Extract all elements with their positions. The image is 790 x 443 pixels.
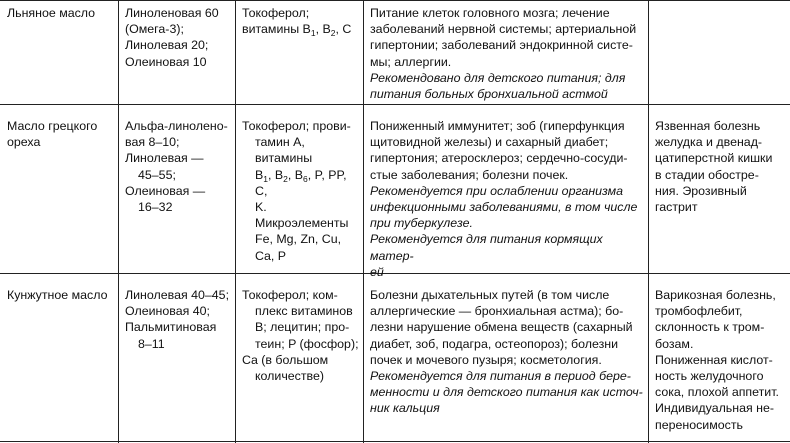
indications-cell [363, 5, 648, 102]
indication-line: гипертонии; заболеваний эндокринной систе- [370, 38, 633, 53]
contraindication-line: тромбофлебит, [655, 304, 743, 319]
fatty-acids-cell [118, 118, 235, 215]
vitamins-line [242, 231, 361, 247]
indication-line: гипертония; атеросклероз; сердечно-сосуди- [370, 151, 628, 166]
recommendation-line: Рекомендовано для детского питания; для [370, 70, 626, 85]
indication-line: щитовидной железы) и сахарный диабет; [370, 135, 609, 150]
vitamin-subscript: 6 [303, 173, 308, 184]
indications-cell [363, 287, 648, 417]
vitamins-fragment: Ca, P [255, 248, 286, 263]
vitamins-fragment: , P, PP, C, [255, 167, 347, 198]
recommendation-line: менности и для детского питания как источ- [370, 385, 643, 400]
recommendation-line: Рекомендуется при ослаблении организма [370, 183, 624, 198]
vitamins-fragment: Ca (в большом [242, 352, 329, 367]
vitamins-line [242, 352, 361, 368]
vitamins-line [242, 368, 361, 384]
indications-cell [363, 118, 648, 280]
contraindication-line: ность желудочного [655, 369, 764, 384]
vitamins-fragment: Токоферол; ком- [242, 288, 338, 302]
oil-name-cell [0, 118, 118, 150]
vitamin-subscript: 1 [263, 173, 268, 184]
contraindication-line: бозам. [655, 336, 694, 351]
vitamins-line [242, 118, 361, 134]
vitamin-subscript: 2 [283, 173, 288, 184]
fatty-acid-line: Пальмитиновая [125, 320, 217, 335]
contraindication-line: Индивидуальная не- [655, 401, 775, 416]
contraindication-line: ния. Эрозивный [655, 183, 747, 198]
contraindications-cell [648, 287, 790, 433]
contraindication-line: Пониженная кислот- [655, 352, 773, 367]
vitamins-line [242, 134, 361, 166]
vitamins-fragment: Fe, Mg, Zn, Cu, [255, 232, 342, 247]
vitamins-fragment: плекс витаминов [255, 304, 353, 319]
recommendation-line: Рекомендуется для питания в период бере- [370, 369, 631, 384]
recommendation-line: Рекомендуется для питания кормящих матер- [370, 232, 603, 263]
indication-line: аллергические — бронхиальная астма); бо- [370, 304, 624, 319]
oil-name-cell [0, 5, 118, 21]
fatty-acid-line: Линоленовая 60 [125, 6, 219, 20]
vitamins-fragment: B [255, 167, 264, 182]
vitamins-fragment: , C [335, 22, 352, 37]
vitamins-line [242, 287, 361, 303]
indication-line: заболеваний нервной системы; артериальной [370, 22, 637, 37]
contraindication-line: желудка и двенад- [655, 135, 763, 150]
indication-line: стые заболевания; болезни почек. [370, 167, 569, 182]
fatty-acid-line: Олеиновая — [125, 183, 206, 198]
vitamins-fragment: теин; P (фосфор); [255, 336, 359, 351]
contraindication-line: в стадии обостре- [655, 167, 759, 182]
indication-line: мы; аллергии. [370, 54, 452, 69]
vitamins-line [242, 5, 361, 21]
vitamins-fragment: тамин A, витамины [255, 135, 313, 166]
vitamins-line [242, 336, 361, 352]
recommendation-line: при туберкулезе. [370, 216, 473, 231]
fatty-acid-line: 8–11 [138, 336, 165, 351]
fatty-acids-cell [118, 5, 235, 70]
fatty-acid-line: Альфа-линолено- [125, 119, 228, 133]
recommendation-line: питания больных бронхиальной астмой [370, 87, 608, 102]
indication-line: почек и мочевого пузыря; косметология. [370, 352, 602, 367]
fatty-acid-line: 16–32 [138, 200, 173, 215]
vitamins-cell [235, 5, 363, 37]
indication-line: Болезни дыхательных путей (в том числе [370, 288, 610, 302]
indication-line: Пониженный иммунитет; зоб (гиперфункция [370, 119, 625, 133]
contraindications-cell [648, 118, 790, 215]
vitamins-line [242, 199, 361, 231]
recommendation-line: ей [370, 264, 384, 279]
vitamin-subscript: 1 [310, 28, 316, 39]
fatty-acid-line: Олеиновая 10 [125, 54, 207, 69]
vitamin-subscript: 2 [330, 28, 336, 39]
contraindication-line: склонность к тром- [655, 320, 765, 335]
recommendation-line: ник кальция [370, 401, 440, 416]
contraindication-line: переносимость [655, 417, 743, 432]
vitamins-fragment: количестве) [255, 369, 325, 384]
vitamins-line [242, 319, 361, 335]
oil-name-cell [0, 287, 118, 303]
indication-line: лезни нарушение обмена веществ (сахарный [370, 320, 633, 335]
fatty-acid-line: 45–55; [138, 167, 176, 182]
oil-name-line: Кунжутное масло [7, 288, 108, 302]
vitamins-fragment: , B [315, 22, 331, 37]
contraindication-line: сока, плохой аппетит. [655, 385, 779, 400]
fatty-acid-line: (Омега-3); [125, 22, 184, 37]
vitamins-line [242, 248, 361, 264]
fatty-acid-line: Линолевая 40–45; [125, 288, 230, 302]
vitamins-fragment: Токоферол; [242, 6, 310, 20]
oil-name-line: Льняное масло [7, 6, 96, 20]
fatty-acid-line: Линолевая 20; [125, 38, 209, 53]
indication-line: Питание клеток головного мозга; лечение [370, 6, 610, 20]
vitamins-line [242, 303, 361, 319]
vitamins-fragment: B; лецитин; про- [255, 320, 350, 335]
contraindication-line: Варикозная болезнь, [655, 288, 776, 302]
vitamins-line [242, 167, 361, 199]
vitamins-fragment: K. Микроэлементы [255, 200, 349, 231]
oil-name-line: ореха [7, 135, 41, 150]
vitamins-line [242, 21, 361, 37]
fatty-acid-line: вая 8–10; [125, 135, 180, 150]
recommendation-line: инфекционными заболеваниями, в том числе [370, 200, 638, 215]
contraindication-line: гастрит [655, 200, 698, 215]
vitamins-fragment: Токоферол; прови- [242, 119, 351, 133]
vitamins-cell [235, 118, 363, 264]
fatty-acid-line: Олеиновая 40; [125, 304, 210, 319]
contraindication-line: Язвенная болезнь [655, 119, 761, 133]
vitamins-fragment: витамины B [242, 22, 311, 37]
vitamins-fragment: , B [287, 167, 304, 182]
fatty-acids-cell [118, 287, 235, 352]
vitamins-cell [235, 287, 363, 384]
vitamins-fragment: , B [268, 167, 284, 182]
oil-name-line: Масло грецкого [7, 119, 98, 133]
indication-line: диабет, зоб, подагра, остеопороз); болезни [370, 336, 619, 351]
fatty-acid-line: Линолевая — [125, 151, 204, 166]
contraindication-line: цатиперстной кишки [655, 151, 773, 166]
